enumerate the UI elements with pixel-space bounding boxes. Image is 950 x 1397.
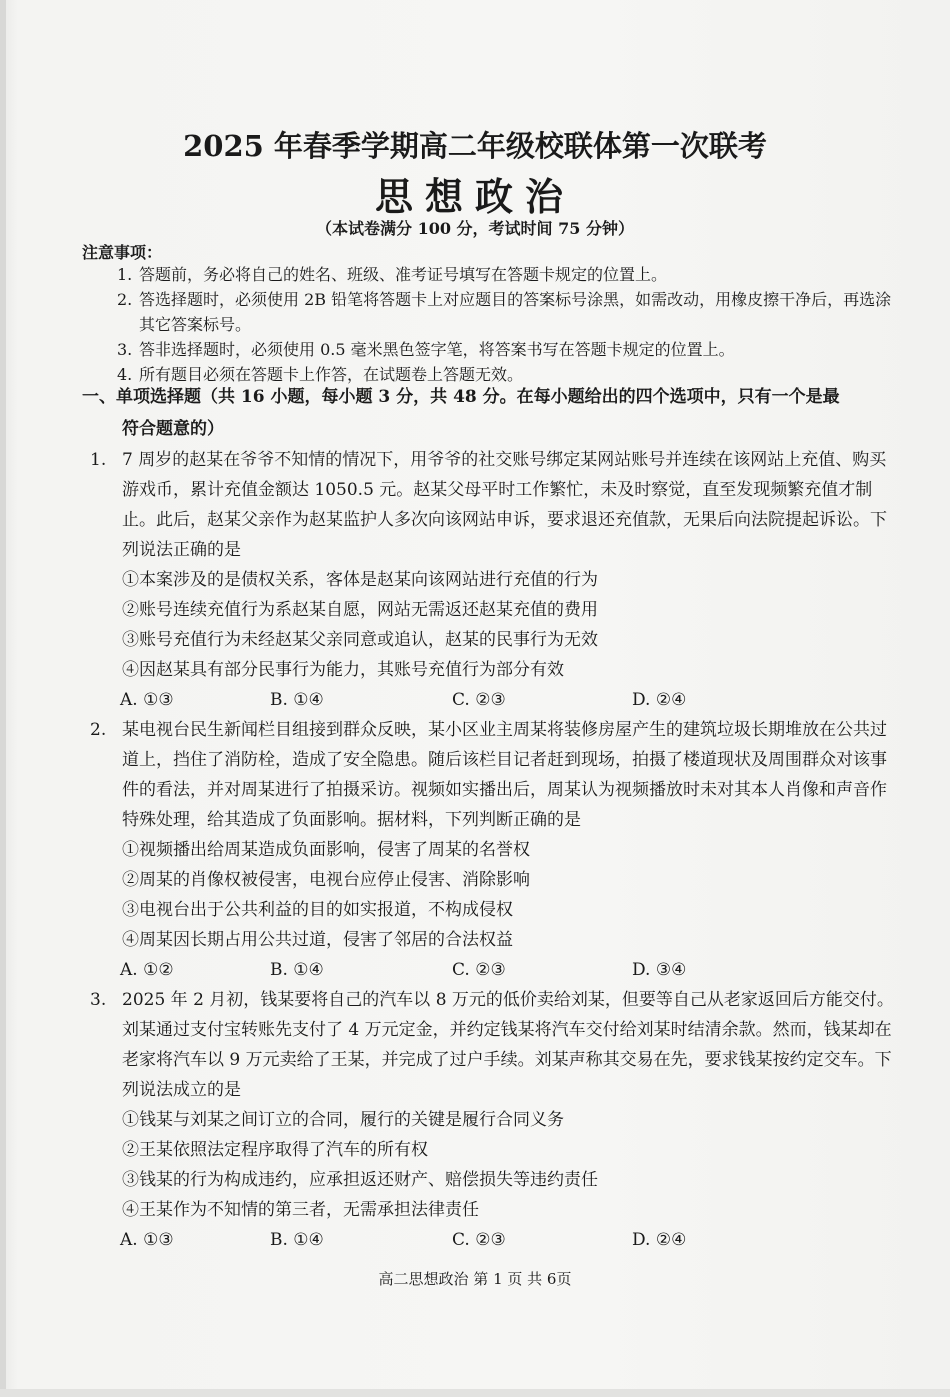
- answer-choices: [120, 1225, 900, 1255]
- notice-item-text: 所有题目必须在答题卡上作答，在试题卷上答题无效。: [139, 365, 524, 384]
- answer-choice-d: D. ②④: [632, 690, 687, 710]
- statement-option: ④王某作为不知情的第三者，无需承担法律责任: [122, 1200, 479, 1220]
- answer-choice-c: C. ②③: [452, 1230, 506, 1250]
- question-number: 3.: [90, 990, 107, 1010]
- statement-option: ①本案涉及的是债权关系，客体是赵某向该网站进行充值的行为: [122, 570, 598, 590]
- question-stem: [90, 985, 900, 1105]
- question-text: 7 周岁的赵某在爷爷不知情的情况下，用爷爷的社交账号绑定某网站账号并连续在该网站上充值、购买游戏币，累计充值金额达 1050.5 元。赵某父母平时工作繁忙，未及时察觉，直至发现频繁充值才制止。此后，赵某父亲作为赵某监护人多次向该网站申诉，要求退还充值款，无果后向法院提起诉讼。下列说法正确的是: [122, 450, 887, 560]
- answer-choice-d: D. ③④: [632, 960, 687, 980]
- statement-option: ②王某依照法定程序取得了汽车的所有权: [122, 1140, 428, 1160]
- question-1: [90, 445, 900, 715]
- subject-title: 思想政治: [374, 174, 575, 219]
- notice-list: [117, 262, 897, 387]
- question-number: 2.: [90, 720, 107, 740]
- notice-item: [117, 337, 897, 362]
- page-footer: 高二思想政治 第 1 页 共 6页: [378, 1270, 572, 1288]
- answer-choice-b: B. ①④: [270, 1230, 324, 1250]
- notice-item-number: 4.: [117, 365, 133, 384]
- answer-choice-b: B. ①④: [270, 690, 324, 710]
- notice-item-number: 1.: [117, 265, 133, 284]
- answer-choices: [120, 685, 900, 715]
- statement-option: ④因赵某具有部分民事行为能力，其账号充值行为部分有效: [122, 660, 564, 680]
- answer-choice-d: D. ②④: [632, 1230, 687, 1250]
- notice-heading: 注意事项：: [82, 243, 163, 262]
- notice-item-text: 答非选择题时，必须使用 0.5 毫米黑色签字笔，将答案书写在答题卡规定的位置上。: [139, 340, 735, 359]
- question-text: 2025 年 2 月初，钱某要将自己的汽车以 8 万元的低价卖给刘某，但要等自己从老家返回后方能交付。刘某通过支付宝转账先支付了 4 万元定金，并约定钱某将汽车交付给刘某时结清余款。然而，钱某却在老家将汽车以 9 万元卖给了王某，并完成了过户手续。刘某声称其交易在先，要求钱某按约定交车。下列说法成立的是: [122, 990, 894, 1100]
- statement-option: ①钱某与刘某之间订立的合同，履行的关键是履行合同义务: [122, 1110, 564, 1130]
- question-2: [90, 715, 900, 985]
- statement-option: ②账号连续充值行为系赵某自愿，网站无需返还赵某充值的费用: [122, 600, 598, 620]
- notice-item-number: 3.: [117, 340, 133, 359]
- answer-choice-a: A. ①②: [120, 960, 174, 980]
- scan-edge-bottom: [0, 1389, 950, 1397]
- question-stem: [90, 445, 900, 565]
- statement-option: ④周某因长期占用公共过道，侵害了邻居的合法权益: [122, 930, 513, 950]
- exam-title: 2025 年春季学期高二年级校联体第一次联考: [183, 129, 767, 163]
- question-3: [90, 985, 900, 1255]
- notice-item-text: 答选择题时，必须使用 2B 铅笔将答题卡上对应题目的答案标号涂黑，如需改动，用橡皮擦干净后，再选涂其它答案标号。: [139, 290, 892, 334]
- answer-choice-a: A. ①③: [120, 690, 174, 710]
- exam-info: （本试卷满分 100 分，考试时间 75 分钟）: [316, 219, 634, 238]
- question-text: 某电视台民生新闻栏目组接到群众反映，某小区业主周某将装修房屋产生的建筑垃圾长期堆放在公共过道上，挡住了消防栓，造成了安全隐患。随后该栏目记者赶到现场，拍摄了楼道现状及周围群众对该事件的看法，并对周某进行了拍摄采访。视频如实播出后，周某认为视频播放时未对其本人肖像和声音作特殊处理，给其造成了负面影响。据材料，下列判断正确的是: [122, 720, 887, 830]
- notice-item: [117, 287, 897, 337]
- question-number: 1.: [90, 450, 107, 470]
- statement-option: ③钱某的行为构成违约，应承担返还财产、赔偿损失等违约责任: [122, 1170, 598, 1190]
- statement-option: ③电视台出于公共利益的目的如实报道，不构成侵权: [122, 900, 513, 920]
- statement-option: ①视频播出给周某造成负面影响，侵害了周某的名誉权: [122, 840, 530, 860]
- notice-item-number: 2.: [117, 290, 133, 309]
- statement-option: ②周某的肖像权被侵害，电视台应停止侵害、消除影响: [122, 870, 530, 890]
- answer-choice-c: C. ②③: [452, 960, 506, 980]
- answer-choices: [120, 955, 900, 985]
- question-stem: [90, 715, 900, 835]
- section-title-continued: 符合题意的）: [122, 419, 224, 439]
- answer-choice-b: B. ①④: [270, 960, 324, 980]
- notice-item: [117, 262, 897, 287]
- notice-item-text: 答题前，务必将自己的姓名、班级、准考证号填写在答题卡规定的位置上。: [139, 265, 668, 284]
- section-heading: [82, 381, 897, 445]
- statement-option: ③账号充值行为未经赵某父亲同意或追认，赵某的民事行为无效: [122, 630, 598, 650]
- section-title: 一、单项选择题（共 16 小题，每小题 3 分，共 48 分。在每小题给出的四个选项中，只有一个是最: [82, 387, 840, 407]
- answer-choice-c: C. ②③: [452, 690, 506, 710]
- answer-choice-a: A. ①③: [120, 1230, 174, 1250]
